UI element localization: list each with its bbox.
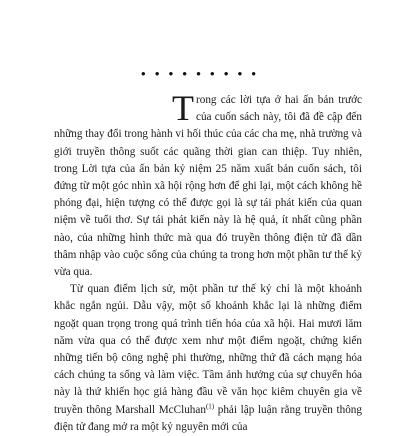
paragraph-1-text: rong các lời tựa ở hai ấn bản trước của cuốn sách này, tôi đã đề cập đến những thay đổi trong hành vi hối thúc của các cha mẹ, nhà trường và giới truyền thông suốt các quãng thời gian can thiệp. Tuy nhiên, trong Lời tựa của ấn bản kỷ niệm 25 năm xuất bản cuốn sách, tôi đứng từ một góc nhìn xã hội rộng hơn để ghi lại, một cách không hề phóng đại, hiện tượng có thể được gọi là sự tái phát kiến của quan niệm về tuổi thơ. Sự tái phát kiến này là hệ quả, ít nhất cũng phần nào, của những hình thức mà qua đó truyền thông điện tử đã dần thâm nhập vào cuộc sống của chúng ta trong hơn một phần tư thế kỷ vừa qua. — [54, 94, 362, 279]
body-text — [54, 88, 362, 436]
footnote-marker: (1) — [205, 401, 215, 410]
paragraph-1 — [54, 88, 362, 281]
paragraph-2-text: Từ quan điểm lịch sử, một phần tư thế kỷ chỉ là một khoảnh khắc ngắn ngủi. Dẫu vậy, một số khoảnh khắc lại là những điểm ngoặt quan trọng trong quá trình tiến hóa của xã hội. Hai mươi lăm năm vừa qua có thể được xem như một điểm ngoặt, chứng kiến những tiến bộ công nghệ phi thường, những thứ đã cách mạng hóa cách chúng ta sống và làm việc. Tầm ảnh hưởng của sự chuyển hóa này là thứ khiến học giả hàng đầu về văn học kiêm chuyên gia về truyền thông Marshall McCluhan — [54, 283, 362, 416]
paragraph-2-tail: phải lập luận rằng truyền thông điện tử đang mở ra một kỷ nguyên mới của — [54, 403, 362, 433]
drop-cap: T — [172, 88, 194, 128]
section-ornament: • • • • • • • • • — [141, 66, 259, 81]
paragraph-2 — [54, 281, 362, 436]
